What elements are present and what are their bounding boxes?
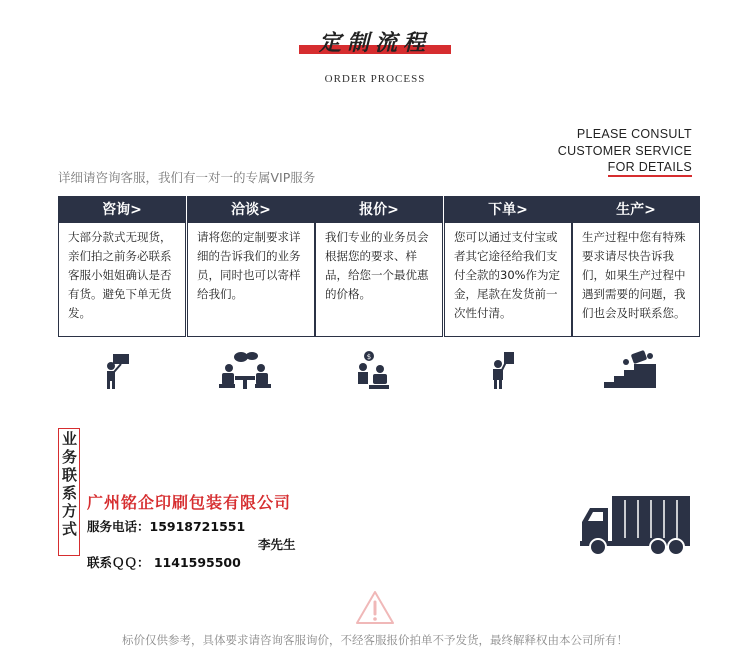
production-icon bbox=[604, 350, 656, 390]
page-title: 定制流程 bbox=[318, 30, 431, 56]
step-title: 生产> bbox=[573, 197, 699, 223]
contact-label: 业务联系方式 bbox=[60, 431, 78, 539]
service-tagline: 详细请咨询客服，我们有一对一的专属VIP服务 bbox=[58, 170, 316, 185]
step-text: 大部分款式无现货，亲们拍之前务必联系客服小姐姐确认是否有货。避免下单无货发。 bbox=[68, 230, 172, 320]
step-text: 我们专业的业务员会根据您的要求、样品，给您一个最优惠的价格。 bbox=[325, 230, 429, 301]
order-icon bbox=[490, 350, 518, 390]
step-card-consult bbox=[58, 196, 186, 337]
quote-icon bbox=[355, 350, 391, 390]
step-text: 生产过程中您有特殊要求请尽快告诉我们，如果生产过程中遇到需要的问题，我们也会及时联系您。 bbox=[582, 230, 686, 320]
consult-notice bbox=[545, 126, 692, 176]
page-subtitle: ORDER PROCESS bbox=[324, 73, 426, 85]
step-card-order bbox=[444, 196, 572, 337]
company-name: 广州铭企印刷包装有限公司 bbox=[87, 493, 292, 512]
step-title: 咨询> bbox=[59, 197, 185, 223]
truck-icon bbox=[580, 494, 692, 556]
step-title: 报价> bbox=[316, 197, 442, 223]
step-card-negotiate bbox=[187, 196, 315, 337]
contact-label-box bbox=[58, 428, 80, 556]
consult-line-1: PLEASE CONSULT bbox=[576, 127, 692, 141]
step-text: 您可以通过支付宝或者其它途径给我们支付全款的30%作为定金，尾款在发货前一次性付清。 bbox=[454, 230, 561, 320]
footer-disclaimer: 标价仅供参考，具体要求请咨询客服询价，不经客服报价拍单不予发货，最终解释权由本公司所有！ bbox=[122, 633, 628, 647]
step-title: 下单> bbox=[445, 197, 571, 223]
service-phone: 服务电话：15918721551 bbox=[87, 519, 246, 534]
presenter-icon bbox=[103, 350, 133, 390]
step-text: 请将您的定制要求详细的告诉我们的业务员，同时也可以寄样给我们。 bbox=[197, 230, 301, 301]
contact-qq: 联系ＱＱ： 1141595500 bbox=[87, 555, 241, 570]
contact-person: 李先生 bbox=[258, 537, 296, 552]
warning-icon bbox=[355, 590, 395, 626]
step-card-production bbox=[572, 196, 700, 337]
meeting-icon bbox=[217, 350, 273, 390]
step-card-quote bbox=[315, 196, 443, 337]
consult-line-3: FOR DETAILS bbox=[545, 159, 692, 176]
step-title: 洽谈> bbox=[188, 197, 314, 223]
svg-text:$: $ bbox=[366, 353, 372, 361]
consult-line-2: CUSTOMER SERVICE bbox=[557, 143, 692, 158]
